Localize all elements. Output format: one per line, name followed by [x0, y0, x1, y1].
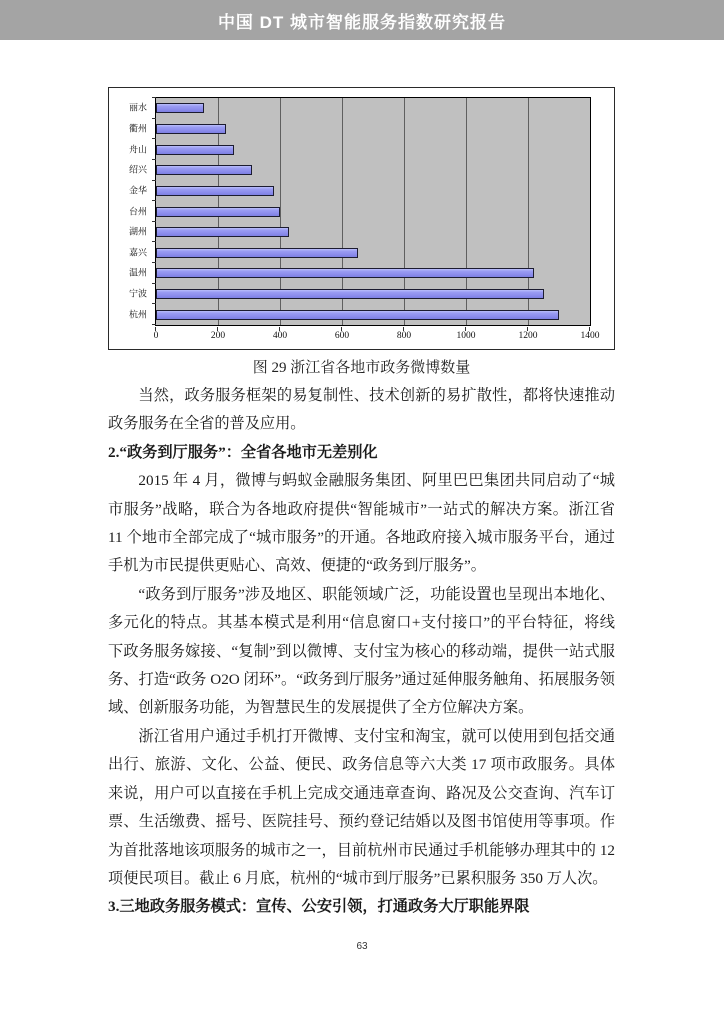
report-title: 中国 DT 城市智能服务指数研究报告 [217, 12, 507, 32]
y-axis-tick [152, 283, 156, 284]
x-axis-tick-label: 1400 [580, 331, 600, 341]
x-axis-tick [403, 327, 404, 331]
bar-台州 [156, 207, 280, 217]
x-axis-tick [341, 327, 342, 331]
y-axis-label: 杭州 [128, 309, 147, 320]
y-axis-tick [152, 159, 156, 160]
bar-绍兴 [156, 165, 252, 175]
bar-温州 [156, 268, 534, 278]
chart-plot-area [155, 97, 591, 326]
y-axis-label: 衢州 [128, 123, 147, 134]
section-heading-3: 3.三地政务服务模式：宣传、公安引领，打通政务大厅职能界限 [108, 898, 530, 916]
bar-湖州 [156, 227, 289, 237]
x-axis-tick-label: 600 [334, 331, 350, 341]
y-axis-label: 湖州 [128, 226, 147, 237]
y-axis-label: 台州 [128, 206, 147, 216]
x-axis-tick [279, 327, 280, 331]
x-axis-tick-label: 200 [210, 331, 226, 341]
y-axis-label: 绍兴 [128, 164, 147, 175]
paragraph-framework-replicability: 当然，政务服务框架的易复制性、技术创新的易扩散性，都将快速推动政务服务在全省的普及应用。 [108, 387, 615, 433]
document-body [108, 382, 615, 922]
y-axis-label: 宁波 [128, 288, 147, 299]
y-axis-tick [152, 262, 156, 263]
page-number: 63 [356, 941, 368, 952]
x-axis-tick [465, 327, 466, 331]
x-axis-tick-label: 0 [153, 331, 159, 341]
x-axis-tick-label: 400 [272, 331, 288, 341]
paragraph-city-service-launch: 2015 年 4 月，微博与蚂蚁金融服务集团、阿里巴巴集团共同启动了“城市服务”战略，联合为各地政府提供“智能城市”一站式的解决方案。浙江省 11 个地市全部完成了“城市服务”的开通。各地政府接入城市服务平台，通过手机为市民提供更贴心、高效、便捷的“政务到厅服务”。 [108, 472, 615, 575]
x-axis-tick [155, 327, 156, 331]
bar-嘉兴 [156, 248, 358, 258]
bar-衢州 [156, 124, 226, 134]
y-axis-tick [152, 118, 156, 119]
bar-宁波 [156, 289, 544, 299]
y-axis-label: 舟山 [128, 144, 147, 155]
y-axis-tick [152, 180, 156, 181]
x-axis-tick [217, 327, 218, 331]
section-heading-2: 2.“政务到厅服务”：全省各地市无差别化 [108, 443, 378, 461]
y-axis-tick [152, 138, 156, 139]
chart-caption: 图 29 浙江省各地市政务微博数量 [252, 360, 471, 376]
y-axis-tick [152, 324, 156, 325]
chart-x-axis-labels [153, 329, 600, 343]
y-axis-tick [152, 221, 156, 222]
y-axis-label: 丽水 [128, 102, 147, 113]
y-axis-tick [152, 303, 156, 304]
y-axis-tick [152, 97, 156, 98]
bar-丽水 [156, 103, 204, 113]
y-axis-tick [152, 200, 156, 201]
x-axis-tick-label: 800 [396, 331, 412, 341]
x-axis-tick-label: 1000 [456, 331, 476, 341]
x-axis-tick-label: 1200 [518, 331, 538, 341]
bar-杭州 [156, 310, 559, 320]
y-axis-label: 金华 [128, 185, 147, 196]
paragraph-service-model: “政务到厅服务”涉及地区、职能领域广泛，功能设置也呈现出本地化、多元化的特点。其基本模式是利用“信息窗口+支付接口”的平台特征，将线下政务服务嫁接、“复制”到以微博、支付宝为核心的移动端，提供一站式服务、打造“政务 O2O 闭环”。“政务到厅服务”通过延伸服务触角、拓展服务领域、创新服务功能，为智慧民生的发展提供了全方位解决方案。 [108, 585, 615, 717]
bar-舟山 [156, 145, 234, 155]
x-axis-tick [527, 327, 528, 331]
chart-y-axis-labels [109, 97, 151, 326]
y-axis-label: 嘉兴 [128, 247, 147, 258]
x-axis-tick [589, 327, 590, 331]
bar-金华 [156, 186, 274, 196]
report-header-band [0, 0, 724, 40]
paragraph-user-services: 浙江省用户通过手机打开微博、支付宝和淘宝，就可以使用到包括交通出行、旅游、文化、公益、便民、政务信息等六大类 17 项市政服务。具体来说，用户可以直接在手机上完成交通违章查询、路况及公交查询、汽车订票、生活缴费、摇号、医院挂号、预约登记结婚以及图书馆使用等事项。作为首批落地该项服务的城市之一，目前杭州市民通过手机能够办理其中的 12 项便民项目。截止 6 月底，杭州的“城市到厅服务”已累积服务 350 万人次。 [108, 727, 615, 887]
y-axis-tick [152, 241, 156, 242]
weibo-count-bar-chart [108, 87, 615, 350]
y-axis-label: 温州 [128, 267, 147, 278]
